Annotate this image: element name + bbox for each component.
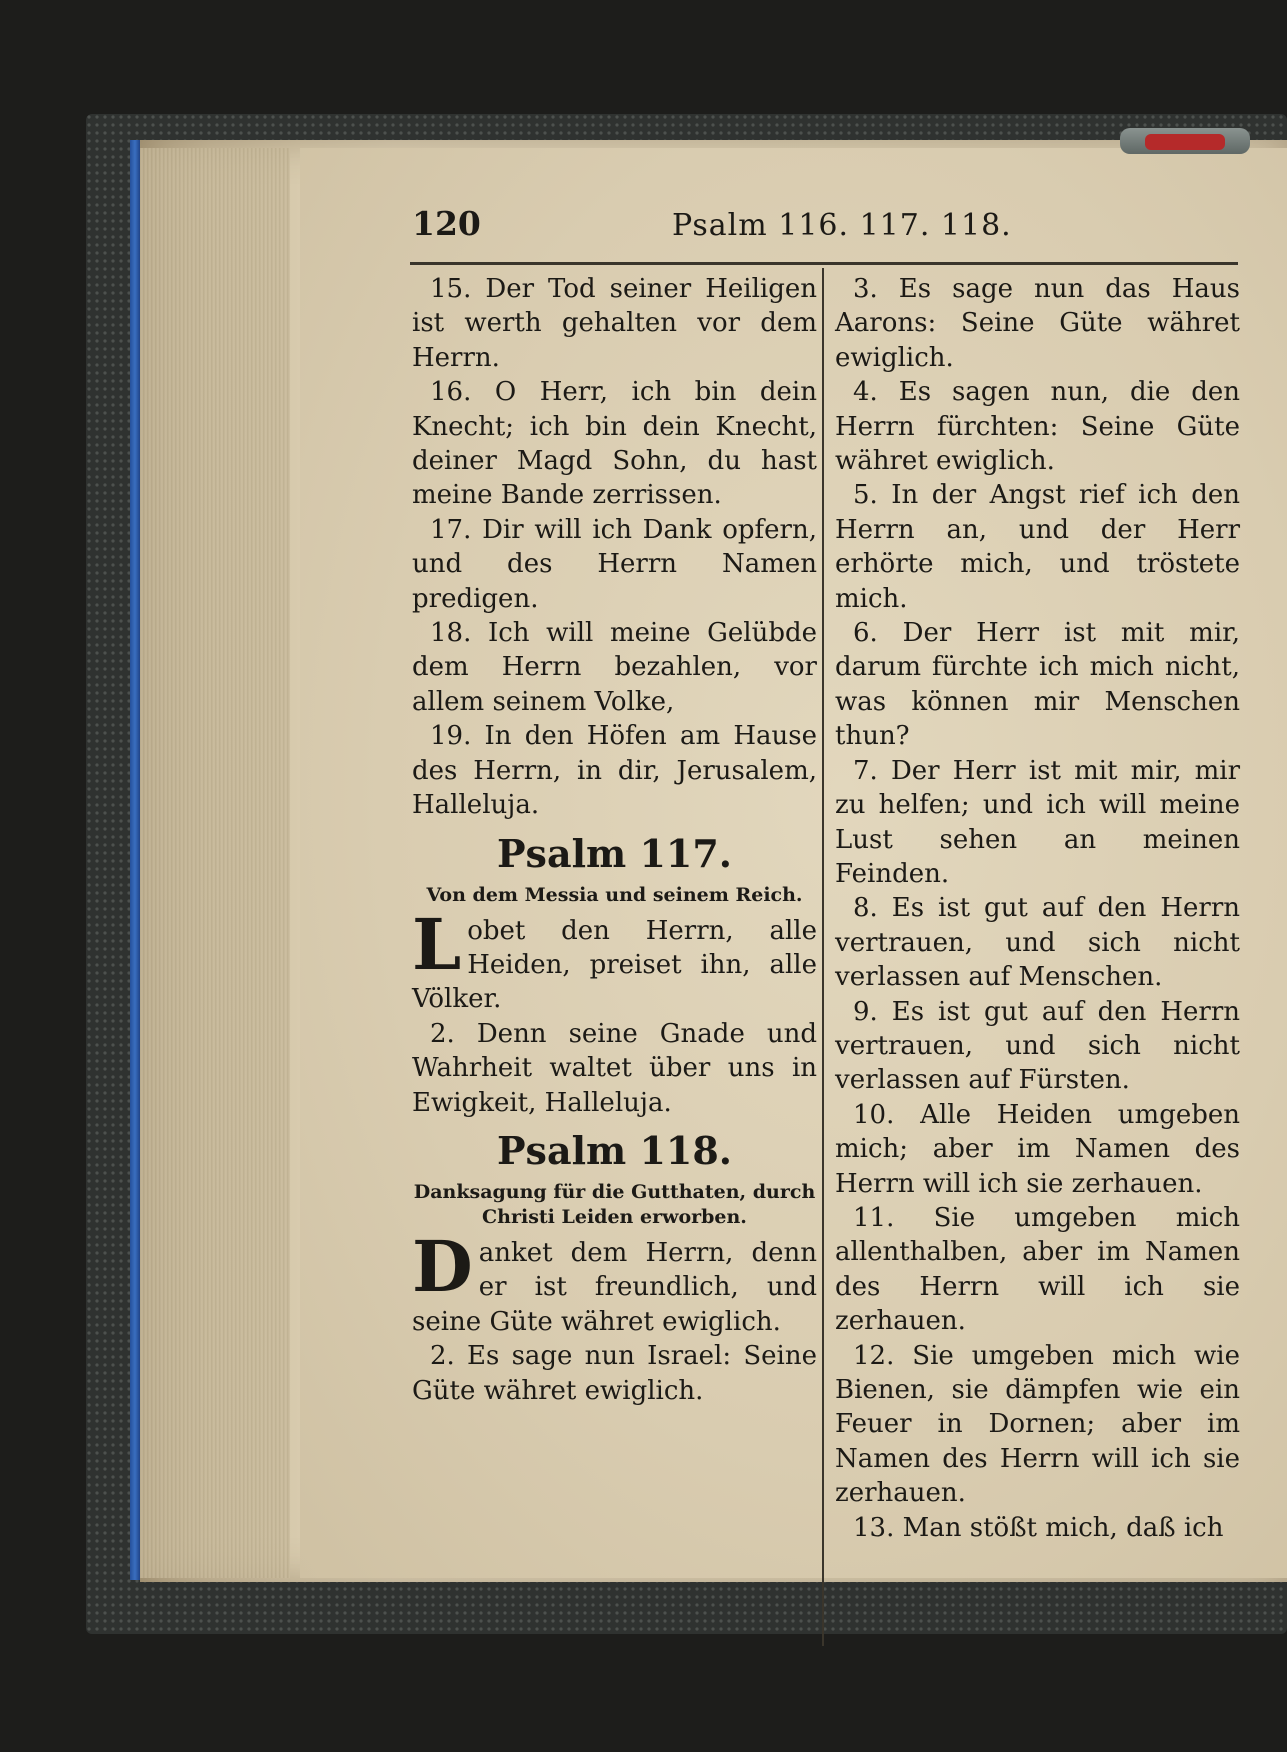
verse: 10. Alle Heiden umgeben mich; aber im Namen des Herrn will ich sie zerhauen. <box>835 1099 1240 1199</box>
page-number: 120 <box>412 204 481 243</box>
ribbon-bookmark-red <box>1145 134 1225 150</box>
verse: 16. O Herr, ich bin dein Knecht; ich bin dein Knecht, deiner Magd Sohn, du hast meine Bande zerrissen. <box>412 377 817 511</box>
psalm-117-verse-2: 2. Denn seine Gnade und Wahrheit waltet über uns in Ewigkeit, Halleluja. <box>412 1018 817 1118</box>
left-column <box>412 272 817 1408</box>
psalm-117-subtitle: Von dem Messia und seinem Reich. <box>426 883 803 906</box>
verse: 15. Der Tod seiner Heiligen ist werth gehalten vor dem Herrn. <box>412 274 817 373</box>
psalm-118-subtitle: Danksagung für die Gutthaten, durch Christi Leiden erworben. <box>413 1180 816 1228</box>
verse: 17. Dir will ich Dank opfern, und des Herrn Namen predigen. <box>412 514 817 614</box>
verse: 13. Man stößt mich, daß ich <box>853 1512 1224 1543</box>
verse-text: anket dem Herrn, denn er ist freundlich, und seine Güte währet ewiglich. <box>412 1237 817 1337</box>
psalm-117-heading: Psalm 117. <box>496 830 732 876</box>
page-edges <box>140 148 290 1578</box>
dropcap-letter: L <box>412 902 462 986</box>
verse: 12. Sie umgeben mich wie Bienen, sie dämpfen wie ein Feuer in Dornen; aber im Namen des Herrn will ich sie zerhauen. <box>835 1340 1240 1509</box>
header-rule <box>410 262 1238 265</box>
right-column <box>835 272 1240 1545</box>
psalm-117-verse-1 <box>412 902 817 1017</box>
verse: 9. Es ist gut auf den Herrn vertrauen, und sich nicht verlassen auf Fürsten. <box>835 996 1240 1096</box>
verse: 5. In der Angst rief ich den Herrn an, und der Herr erhörte mich, und tröstete mich. <box>835 480 1240 614</box>
verse: 19. In den Höfen am Hause des Herrn, in dir, Jerusalem, Halleluja. <box>412 721 817 821</box>
verse-text: obet den Herrn, alle Heiden, preiset ihn, alle Völker. <box>412 915 817 1015</box>
psalm-118-heading: Psalm 118. <box>496 1127 732 1173</box>
verse: 8. Es ist gut auf den Herrn vertrauen, und sich nicht verlassen auf Menschen. <box>835 893 1240 993</box>
column-divider <box>822 268 824 1646</box>
running-header: Psalm 116. 117. 118. <box>672 208 1012 243</box>
verse: 18. Ich will meine Gelübde dem Herrn bezahlen, vor allem seinem Volke, <box>412 618 817 717</box>
verse: 11. Sie umgeben mich allenthalben, aber im Namen des Herrn will ich sie zerhauen. <box>835 1202 1240 1337</box>
psalm-118-verse-1 <box>412 1224 817 1339</box>
verse: 3. Es sage nun das Haus Aarons: Seine Güte währet ewiglich. <box>835 274 1240 373</box>
verse: 7. Der Herr ist mit mir, mir zu helfen; und ich will meine Lust sehen an meinen Feinden. <box>835 755 1240 889</box>
blue-page-edge <box>130 140 140 1580</box>
verse: 6. Der Herr ist mit mir, darum fürchte ich mich nicht, was können mir Menschen thun? <box>835 618 1240 752</box>
psalm-118-verse-2: 2. Es sage nun Israel: Seine Güte währet ewiglich. <box>412 1341 817 1406</box>
verse: 4. Es sagen nun, die den Herrn fürchten: Seine Güte währet ewiglich. <box>835 377 1240 477</box>
dropcap-letter: D <box>412 1224 473 1308</box>
